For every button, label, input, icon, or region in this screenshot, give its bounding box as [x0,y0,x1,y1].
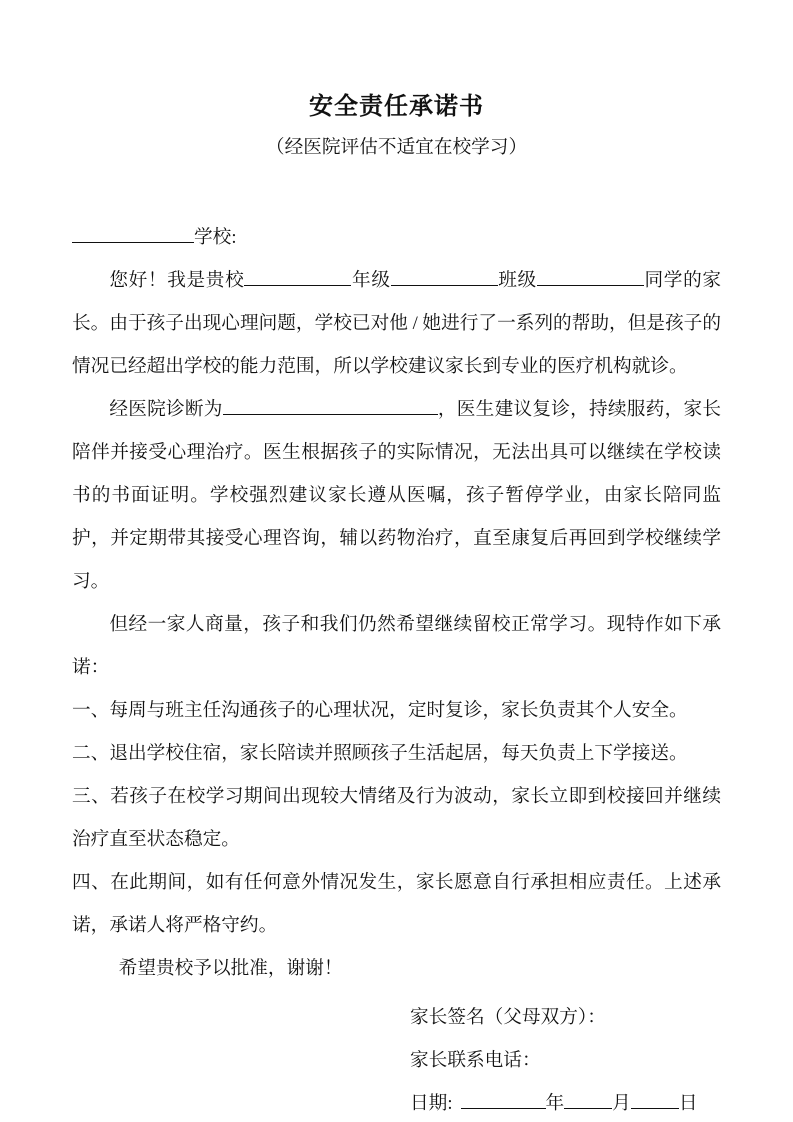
class-label: 班级 [497,270,537,291]
diagnosis-seg-advice: ，医生建议复诊，持续服药，家长陪伴并接受心理治疗。医生根据孩子的实际情况，无法出具可以继续在学校读书的书面证明。学校强烈建议家长遵从医嘱，孩子暂停学业，由家长陪同监护，并定期带其接受心理咨询，辅以药物治疗，直至康复后再回到学校继续学习。 [72,399,722,592]
class-blank[interactable] [391,283,498,286]
school-label: 学校: [194,227,237,248]
closing-line: 希望贵校予以批准，谢谢！ [118,958,343,979]
date-month-blank[interactable] [564,1106,612,1109]
intro-seg-reason: 同学的家长。由于孩子出现心理问题，学校已对他 / 她进行了一系列的帮助，但是孩子的情况已经超出学校的能力范围，所以学校建议家长到专业的医疗机构就诊。 [72,270,722,377]
parent-phone-line [410,1039,721,1082]
date-label: 日期: [410,1093,453,1114]
diagnosis-paragraph [72,388,721,603]
year-label: 年 [545,1093,565,1114]
document-body [72,216,721,990]
school-name-blank[interactable] [72,240,194,243]
school-line [72,216,721,259]
parent-phone-label: 家长联系电话： [410,1050,541,1071]
parent-signature-line [410,996,721,1039]
commitment-item-3: 三、若孩子在校学习期间出现较大情绪及行为波动，家长立即到校接回并继续治疗直至状态稳定。 [72,786,721,850]
diagnosis-seg-lead: 经医院诊断为 [109,399,223,420]
intro-seg-greeting: 您好！我是贵校 [109,270,245,291]
commitment-item-4: 四、在此期间，如有任何意外情况发生，家长愿意自行承担相应责任。上述承诺，承诺人将严格守约。 [72,872,721,936]
grade-blank[interactable] [244,283,351,286]
commitment-intro-paragraph: 但经一家人商量，孩子和我们仍然希望继续留校正常学习。现特作如下承诺： [72,614,721,678]
date-line [410,1082,721,1122]
month-label: 月 [612,1093,631,1114]
parent-signature-label: 家长签名（父母双方）： [410,1007,606,1028]
diagnosis-blank[interactable] [223,412,438,415]
intro-paragraph [72,259,721,388]
signature-block [410,996,721,1122]
day-label: 日 [678,1093,698,1114]
commitment-item-2: 二、退出学校住宿，家长陪读并照顾孩子生活起居，每天负责上下学接送。 [72,743,688,764]
grade-label: 年级 [351,270,391,291]
date-day-blank[interactable] [631,1106,679,1109]
date-year-blank[interactable] [461,1106,546,1109]
commitment-item-1: 一、每周与班主任沟通孩子的心理状况，定时复诊，家长负责其个人安全。 [72,700,688,721]
page-title: 安全责任承诺书 [309,94,484,120]
page-subtitle: （经医院评估不适宜在校学习） [265,137,528,158]
student-name-blank[interactable] [537,283,644,286]
